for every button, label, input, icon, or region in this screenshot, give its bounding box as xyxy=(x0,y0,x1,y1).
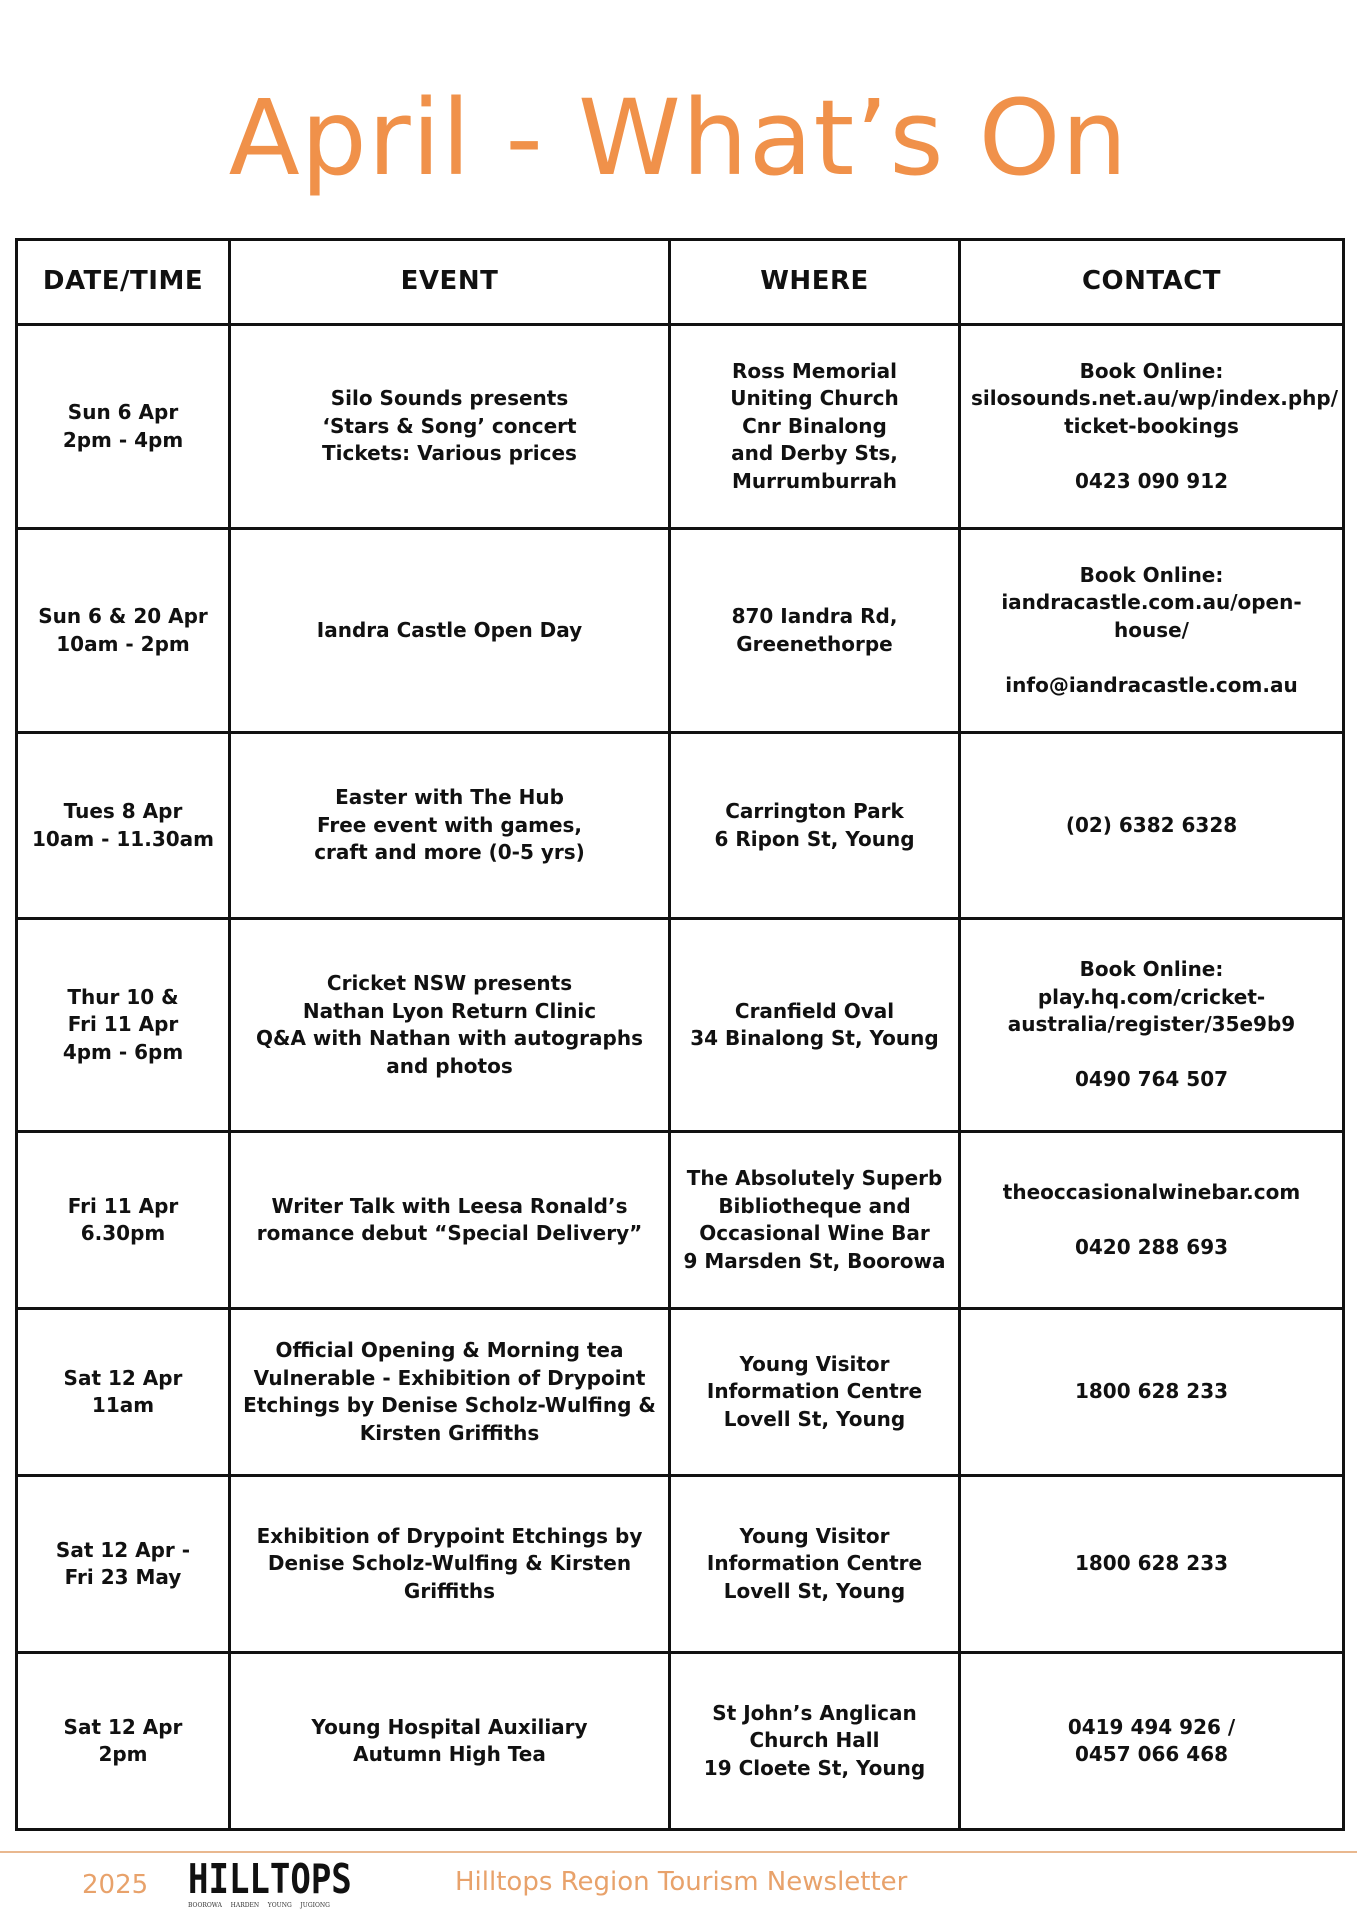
table-row xyxy=(17,1309,1344,1476)
cell-contact: Book Online: play.hq.com/cricket- australia/register/35e9b9 0490 764 507 xyxy=(960,919,1344,1132)
logo-wordmark: HILLTOPS xyxy=(188,1856,352,1904)
cell-event: Writer Talk with Leesa Ronald’s romance debut “Special Delivery” xyxy=(230,1132,670,1309)
header-date-time: DATE/TIME xyxy=(17,240,230,325)
table-row xyxy=(17,1476,1344,1653)
logo-town: BOOROWA xyxy=(188,1902,222,1909)
table-row xyxy=(17,325,1344,529)
cell-date: Sat 12 Apr 11am xyxy=(17,1309,230,1476)
logo-town: YOUNG xyxy=(267,1902,292,1909)
footer-newsletter-title: Hilltops Region Tourism Newsletter xyxy=(455,1867,908,1897)
cell-contact: theoccasionalwinebar.com 0420 288 693 xyxy=(960,1132,1344,1309)
cell-event: Cricket NSW presents Nathan Lyon Return Clinic Q&A with Nathan with autographs and photos xyxy=(230,919,670,1132)
table-row xyxy=(17,919,1344,1132)
table-row xyxy=(17,529,1344,733)
logo-town: JUGIONG xyxy=(300,1902,330,1909)
cell-date: Sun 6 Apr 2pm - 4pm xyxy=(17,325,230,529)
cell-event: Easter with The Hub Free event with games, craft and more (0-5 yrs) xyxy=(230,733,670,919)
cell-date: Fri 11 Apr 6.30pm xyxy=(17,1132,230,1309)
cell-contact: 1800 628 233 xyxy=(960,1476,1344,1653)
cell-contact: 1800 628 233 xyxy=(960,1309,1344,1476)
table-row xyxy=(17,1653,1344,1830)
cell-where: 870 Iandra Rd, Greenethorpe xyxy=(670,529,960,733)
table-header-row xyxy=(17,240,1344,325)
cell-where: Carrington Park 6 Ripon St, Young xyxy=(670,733,960,919)
cell-where: Cranfield Oval 34 Binalong St, Young xyxy=(670,919,960,1132)
events-table xyxy=(15,238,1345,1831)
header-where: WHERE xyxy=(670,240,960,325)
cell-event: Official Opening & Morning tea Vulnerable - Exhibition of Drypoint Etchings by Denise Scholz-Wulfing & Kirsten Griffiths xyxy=(230,1309,670,1476)
cell-contact: Book Online: iandracastle.com.au/open- house/ info@iandracastle.com.au xyxy=(960,529,1344,733)
cell-where: St John’s Anglican Church Hall 19 Cloete St, Young xyxy=(670,1653,960,1830)
hilltops-logo xyxy=(188,1856,352,1916)
cell-where: Young Visitor Information Centre Lovell St, Young xyxy=(670,1476,960,1653)
cell-date: Thur 10 & Fri 11 Apr 4pm - 6pm xyxy=(17,919,230,1132)
page-title: April - What’s On xyxy=(228,77,1129,199)
cell-contact: Book Online: silosounds.net.au/wp/index.php/ ticket-bookings 0423 090 912 xyxy=(960,325,1344,529)
table-row xyxy=(17,1132,1344,1309)
cell-event: Exhibition of Drypoint Etchings by Denise Scholz-Wulfing & Kirsten Griffiths xyxy=(230,1476,670,1653)
cell-event: Young Hospital Auxiliary Autumn High Tea xyxy=(230,1653,670,1830)
cell-where: Ross Memorial Uniting Church Cnr Binalong and Derby Sts, Murrumburrah xyxy=(670,325,960,529)
footer-divider xyxy=(0,1851,1357,1853)
logo-towns xyxy=(188,1902,330,1909)
cell-date: Sun 6 & 20 Apr 10am - 2pm xyxy=(17,529,230,733)
cell-date: Sat 12 Apr 2pm xyxy=(17,1653,230,1830)
table-row xyxy=(17,733,1344,919)
cell-date: Sat 12 Apr - Fri 23 May xyxy=(17,1476,230,1653)
cell-contact: 0419 494 926 / 0457 066 468 xyxy=(960,1653,1344,1830)
cell-event: Silo Sounds presents ‘Stars & Song’ concert Tickets: Various prices xyxy=(230,325,670,529)
cell-event: Iandra Castle Open Day xyxy=(230,529,670,733)
logo-town: HARDEN xyxy=(230,1902,260,1909)
cell-where: Young Visitor Information Centre Lovell St, Young xyxy=(670,1309,960,1476)
cell-contact: (02) 6382 6328 xyxy=(960,733,1344,919)
header-event: EVENT xyxy=(230,240,670,325)
cell-where: The Absolutely Superb Bibliotheque and Occasional Wine Bar 9 Marsden St, Boorowa xyxy=(670,1132,960,1309)
footer-year: 2025 xyxy=(82,1870,149,1900)
cell-date: Tues 8 Apr 10am - 11.30am xyxy=(17,733,230,919)
header-contact: CONTACT xyxy=(960,240,1344,325)
